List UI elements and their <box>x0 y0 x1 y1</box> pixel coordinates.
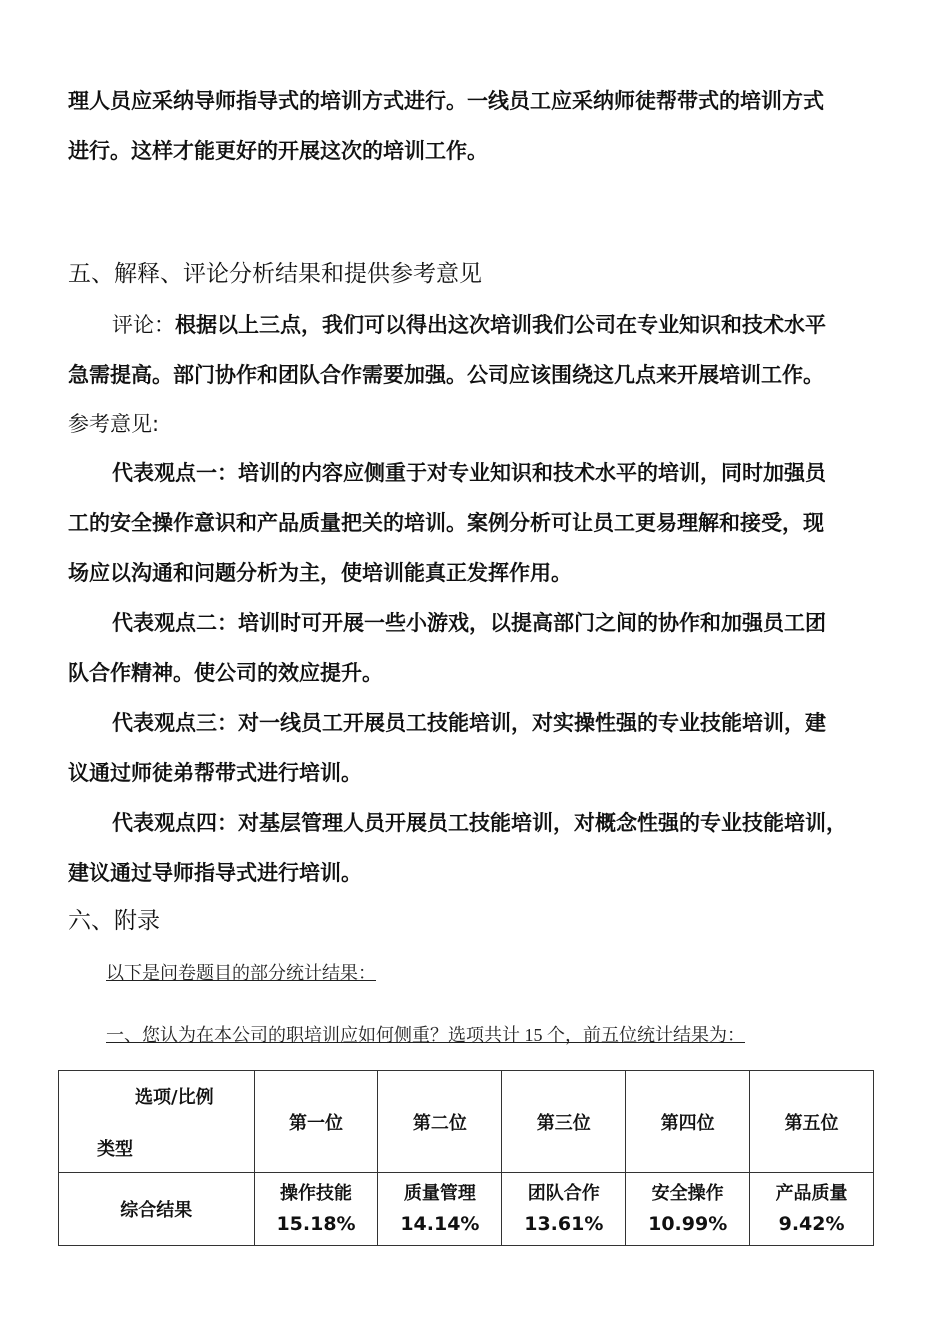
corner-bottom-label: 类型 <box>97 1139 133 1160</box>
view-one-line: 代表观点一：培训的内容应侧重于对专业知识和技术水平的培训，同时加强员 <box>112 461 826 485</box>
comment-text: 根据以上三点，我们可以得出这次培训我们公司在专业知识和技术水平 <box>175 313 826 337</box>
view-three-line: 代表观点三：对一线员工开展员工技能培训，对实操性强的专业技能培训，建 <box>112 711 826 735</box>
question-one: 一、您认为在本公司的职培训应如何侧重？选项共计 15 个，前五位统计结果为： <box>106 1025 745 1045</box>
table-cell <box>750 1173 874 1246</box>
item-label: 产品质量 <box>775 1183 848 1204</box>
view-three-line: 议通过师徒弟帮带式进行培训。 <box>68 761 362 785</box>
item-label: 团队合作 <box>527 1183 600 1204</box>
row-label-cell: 综合结果 <box>59 1173 255 1246</box>
table-header-cell: 第三位 <box>502 1071 626 1173</box>
table-cell <box>254 1173 378 1246</box>
table-row <box>59 1173 874 1246</box>
item-percent: 10.99% <box>648 1213 728 1235</box>
comment-line <box>112 310 826 340</box>
table-header-cell: 第一位 <box>254 1071 378 1173</box>
view-one-line: 场应以沟通和问题分析为主，使培训能真正发挥作用。 <box>68 561 572 585</box>
view-one-line: 工的安全操作意识和产品质量把关的培训。案例分析可让员工更易理解和接受，现 <box>68 511 824 535</box>
table-corner-cell <box>59 1071 255 1173</box>
item-label: 质量管理 <box>403 1183 476 1204</box>
table-header-cell: 第二位 <box>378 1071 502 1173</box>
view-two-line: 队合作精神。使公司的效应提升。 <box>68 661 383 685</box>
table-header-cell: 第五位 <box>750 1071 874 1173</box>
table-header-row <box>59 1071 874 1173</box>
item-percent: 14.14% <box>400 1213 480 1235</box>
view-four-line: 代表观点四：对基层管理人员开展员工技能培训，对概念性强的专业技能培训， <box>112 811 847 835</box>
comment-line: 急需提高。部门协作和团队合作需要加强。公司应该围绕这几点来开展培训工作。 <box>68 363 824 387</box>
item-percent: 9.42% <box>778 1213 845 1235</box>
view-four-line: 建议通过导师指导式进行培训。 <box>68 861 362 885</box>
item-percent: 13.61% <box>524 1213 604 1235</box>
table-cell <box>626 1173 750 1246</box>
table-cell <box>502 1173 626 1246</box>
section-five-heading: 五、解释、评论分析结果和提供参考意见 <box>68 261 482 287</box>
paragraph-line: 理人员应采纳导师指导式的培训方式进行。一线员工应采纳师徒帮带式的培训方式 <box>68 89 824 113</box>
table-cell <box>378 1173 502 1246</box>
item-label: 操作技能 <box>280 1183 352 1204</box>
item-label: 安全操作 <box>651 1183 724 1204</box>
item-percent: 15.18% <box>276 1213 356 1235</box>
reference-label: 参考意见: <box>68 412 160 436</box>
table-header-cell: 第四位 <box>626 1071 750 1173</box>
paragraph-line: 进行。这样才能更好的开展这次的培训工作。 <box>68 139 488 163</box>
appendix-intro: 以下是问卷题目的部分统计结果： <box>106 963 376 983</box>
section-six-heading: 六、附录 <box>68 908 160 934</box>
comment-label: 评论： <box>112 313 175 337</box>
corner-top-label: 选项/比例 <box>135 1087 214 1108</box>
view-two-line: 代表观点二：培训时可开展一些小游戏，以提高部门之间的协作和加强员工团 <box>112 611 826 635</box>
statistics-table <box>58 1070 874 1246</box>
